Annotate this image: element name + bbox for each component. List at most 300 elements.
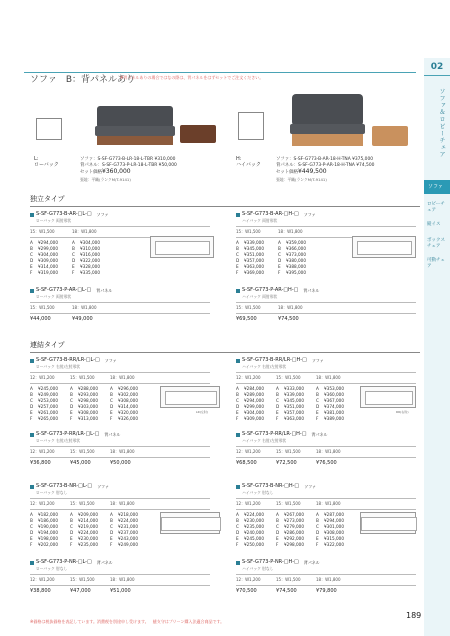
rank-letter: A [110,512,113,517]
price-cell: ¥186,000 [38,518,58,523]
size-column-header: 15：W1,500 [30,229,55,234]
size-column-header: 18：W1,800 [110,501,135,506]
price-cell: ¥308,000 [118,398,138,403]
price-cell: ¥286,000 [284,530,304,535]
rank-letter: A [30,512,33,517]
low-back-sofa-image [95,104,175,146]
price-cell: ¥230,000 [78,536,98,541]
price-cell: ¥182,000 [38,512,58,517]
panel-price: ¥79,800 [316,588,337,594]
divider [30,457,210,458]
panel-price: ¥74,500 [278,316,299,322]
rank-letter: F [72,270,75,275]
panel-price: ¥50,000 [110,460,131,466]
product-type: 背パネル [96,559,113,565]
product-code [30,212,109,217]
size-column-header: 15：W1,500 [236,229,261,234]
rank-letter: C [316,524,319,529]
price-cell: ¥243,000 [118,536,138,541]
price-cell: ¥265,000 [38,416,58,421]
price-cell: ¥369,000 [244,270,264,275]
panel-price: ¥68,500 [236,460,257,466]
price-cell: ¥351,000 [284,404,304,409]
high-back-set-price: ¥449,500 [298,168,327,175]
bullet-square-icon [236,485,240,489]
panel-price: ¥72,500 [276,460,297,466]
rank-letter: C [236,252,239,257]
rank-letter: F [70,416,73,421]
rank-letter: F [236,542,239,547]
high-back-fabric: 張地：平織(ランクM/T-9141) [276,177,327,182]
rank-letter: A [236,240,239,245]
rank-letter: F [316,416,319,421]
rank-letter: F [316,542,319,547]
product-code-text: S-SF-G773-B-NR-□H-□ [242,483,300,489]
divider [30,302,210,303]
rank-letter: D [276,530,280,535]
price-cell: ¥231,000 [118,524,138,529]
price-cell: ¥314,000 [38,264,58,269]
divider [236,302,416,303]
price-cell: ¥294,000 [244,398,264,403]
rank-letter: F [236,270,239,275]
section-title-independent: 独立タイプ [30,195,65,203]
price-cell: ¥353,000 [324,386,344,391]
size-column-header: 15：W1,500 [276,577,301,582]
rank-letter: B [110,518,113,523]
panel-price: ¥69,500 [236,316,257,322]
rank-letter: A [236,512,239,517]
price-cell: ¥308,000 [324,530,344,535]
price-cell: ¥315,000 [324,536,344,541]
product-subtitle: ハイバック 右肘/左肘形状 [242,438,287,443]
rank-letter: F [30,416,33,421]
footer-note: ※価格は税抜価格を表記しています。消費税を別途申し受けます。 縫支守はプリーン購入法適合商品です。 [30,619,225,624]
product-code [30,560,113,565]
divider [30,498,210,499]
rank-letter: D [278,258,282,263]
price-cell: ¥381,000 [324,410,344,415]
price-cell: ¥308,000 [78,410,98,415]
header-rule [24,72,416,73]
price-cell: ¥198,000 [38,536,58,541]
price-cell: ¥339,000 [244,240,264,245]
rank-letter: E [276,536,279,541]
price-cell: ¥373,000 [286,252,306,257]
product-code-text: S-SF-G773-P-AR-□L-□ [36,287,92,293]
side-item-chair[interactable]: 縦イス [427,222,441,227]
sofa-plan-diagram-nr [160,512,220,534]
rank-letter: E [316,536,319,541]
rank-letter: C [70,524,73,529]
rank-letter: E [276,410,279,415]
price-cell: ¥224,000 [78,530,98,535]
rank-letter: A [236,386,239,391]
price-cell: ¥363,000 [284,416,304,421]
product-type: 背パネル [303,559,320,565]
section-rule [30,206,420,207]
section-title-linked: 連結タイプ [30,341,65,349]
price-cell: ¥235,000 [78,542,98,547]
rank-letter: F [236,416,239,421]
product-type: 背パネル [104,431,121,437]
product-code-text: S-SF-G773-B-AR-□L-□ [36,211,92,217]
rank-letter: A [70,386,73,391]
rank-letter: C [278,252,281,257]
panel-price: ¥44,000 [30,316,51,322]
price-cell: ¥322,000 [80,258,100,263]
divider [30,313,210,314]
panel-price: ¥51,000 [110,588,131,594]
bullet-square-icon [236,289,240,293]
sofa-plan-diagram [352,236,416,258]
header-note: ※背パネルありの場合ではなの際は、背パネルをはずセットでご注文ください。 [120,75,264,80]
rank-letter: D [236,530,240,535]
rank-letter: A [316,386,319,391]
size-column-header: 18：W1,800 [278,229,303,234]
bullet-square-icon [30,433,34,437]
rank-letter: F [276,542,279,547]
rank-letter: D [110,404,114,409]
divider [236,226,416,227]
sofa-plan-diagram-lr [160,386,220,408]
product-subtitle: ハイバック 両肘形状 [242,218,278,223]
rank-letter: F [30,270,33,275]
price-cell: ¥273,000 [284,518,304,523]
price-cell: ¥279,000 [284,524,304,529]
price-cell: ¥237,000 [118,530,138,535]
rank-letter: E [30,410,33,415]
product-subtitle: ローバック 肘なし [36,566,68,571]
panel-price: ¥36,800 [30,460,51,466]
price-cell: ¥298,000 [78,398,98,403]
price-cell: ¥257,000 [38,404,58,409]
high-back-line-2: 背パネル：S-SF-G773-P-AR-18-H-TNA ¥74,500 [276,163,375,168]
light-wood-swatch [372,126,408,146]
product-subtitle: ハイバック 両肘形状 [242,294,278,299]
price-cell: ¥328,000 [80,264,100,269]
size-column-header: 18：W1,800 [316,449,341,454]
price-cell: ¥230,000 [244,518,264,523]
sofa-plan-diagram-rr [360,386,416,408]
divider [30,509,210,510]
rank-letter: E [110,536,113,541]
rank-letter: B [70,392,73,397]
price-cell: ¥261,000 [38,410,58,415]
size-column-header: 12：W1,200 [236,577,261,582]
rank-letter: B [236,392,239,397]
rank-letter: D [110,530,114,535]
bullet-square-icon [236,433,240,437]
product-code [236,358,324,363]
side-item-movable[interactable]: 可動チェア [427,258,445,269]
rank-letter: D [30,258,34,263]
rank-letter: F [110,542,113,547]
rank-letter: B [276,392,279,397]
wood-panel-swatch [180,125,216,143]
product-subtitle: ハイバック 肘なし [242,490,274,495]
divider [236,372,416,373]
rank-letter: B [30,518,33,523]
product-type: 背パネル [311,431,328,437]
rank-letter: D [30,530,34,535]
size-column-header: 15：W1,500 [70,375,95,380]
product-type: ソファ [303,211,316,217]
divider [236,574,416,575]
divider [30,383,210,384]
rank-letter: E [236,410,239,415]
product-code-text: S-SF-G773-P-RR/LR-□L-□ [36,431,100,437]
product-code [236,484,316,489]
size-column-header: 12：W1,200 [236,375,261,380]
rank-letter: B [236,518,239,523]
panel-price: ¥47,000 [70,588,91,594]
price-cell: ¥284,000 [244,386,264,391]
rank-letter: B [72,246,75,251]
high-back-set-label: セット価格 [276,170,298,175]
price-cell: ¥380,000 [286,258,306,263]
price-cell: ¥316,000 [80,252,100,257]
rank-letter: D [276,404,280,409]
divider [30,446,210,447]
rank-letter: B [316,392,319,397]
price-cell: ¥314,000 [118,404,138,409]
price-cell: ¥250,000 [244,542,264,547]
chapter-title: ソファ＆ロビーチェア [438,88,445,158]
rank-letter: B [316,518,319,523]
rank-letter: E [30,264,33,269]
product-subtitle: ハイバック 右肘/左肘形状 [242,364,287,369]
price-cell: ¥339,000 [284,392,304,397]
rank-letter: E [72,264,75,269]
price-cell: ¥319,000 [38,270,58,275]
product-code [236,212,316,217]
size-column-header: 12：W1,200 [30,501,55,506]
rank-letter: C [30,524,33,529]
price-cell: ¥253,000 [38,398,58,403]
product-subtitle: ローバック 肘なし [36,490,68,495]
size-column-header: 15：W1,500 [70,577,95,582]
divider [236,498,416,499]
divider [30,372,210,373]
product-type: ソファ [97,483,109,489]
rank-letter: F [70,542,73,547]
price-cell: ¥240,000 [244,530,264,535]
rank-letter: A [276,386,279,391]
price-cell: ¥299,000 [244,404,264,409]
chapter-number: 02 [424,58,450,76]
rank-letter: E [30,536,33,541]
size-column-header: 18：W1,800 [72,229,97,234]
price-cell: ¥303,000 [78,404,98,409]
bullet-square-icon [236,561,240,565]
price-cell: ¥304,000 [80,240,100,245]
price-cell: ¥224,000 [244,512,264,517]
bullet-square-icon [236,213,240,217]
price-cell: ¥304,000 [38,252,58,257]
size-column-header: 18：W1,800 [278,305,303,310]
product-code [30,288,112,293]
price-cell: ¥388,000 [286,264,306,269]
rank-letter: E [236,264,239,269]
product-code-text: S-SF-G773-B-NR-□L-□ [36,483,93,489]
rank-letter: A [70,512,73,517]
bullet-square-icon [236,359,240,363]
rank-letter: A [30,386,33,391]
product-type: 背パネル [96,287,113,293]
rank-letter: C [30,252,33,257]
price-cell: ¥299,000 [38,246,58,251]
bullet-square-icon [30,213,34,217]
low-back-label: L: ローバック [34,156,59,169]
rank-letter: C [236,524,239,529]
product-code [236,560,320,565]
price-cell: ¥209,000 [78,512,98,517]
divider [236,446,416,447]
price-cell: ¥359,000 [286,240,306,245]
product-code [30,358,117,363]
low-back-fabric: 張地：平織(ランクM/T-9141) [80,177,131,182]
price-cell: ¥289,000 [244,392,264,397]
price-cell: ¥320,000 [118,410,138,415]
product-code [30,484,109,489]
product-type: ソファ [311,357,324,363]
sofa-plan-diagram [150,236,214,258]
low-back-set-label: セット価格 [80,170,102,175]
product-code-text: S-SF-G773-P-AR-□H-□ [242,287,299,293]
price-cell: ¥298,000 [284,542,304,547]
product-type: ソファ [96,211,109,217]
sofa-plan-diagram-nr [360,512,416,534]
price-cell: ¥389,000 [324,416,344,421]
high-back-line-1: ソファ：S-SF-G773-B-AR-18-H-TNA ¥375,000 [276,157,374,162]
price-cell: ¥357,000 [284,410,304,415]
rank-letter: F [278,270,281,275]
bullet-square-icon [30,561,34,565]
rank-letter: D [70,404,74,409]
price-cell: ¥235,000 [244,524,264,529]
panel-price: ¥45,000 [70,460,91,466]
low-back-line-2: 背パネル：S-SF-G773-P-LR-18-L-TBR ¥50,000 [80,163,177,168]
size-column-header: 15：W1,500 [70,501,95,506]
bullet-square-icon [30,485,34,489]
panel-price: ¥38,800 [30,588,51,594]
diagram-label-rr: RR(右肘) [396,410,409,414]
rank-letter: B [30,246,33,251]
price-cell: ¥345,000 [284,398,304,403]
price-cell: ¥374,000 [324,404,344,409]
price-cell: ¥351,000 [244,252,264,257]
product-code-text: S-SF-G773-P-RR/LR-□H-□ [242,431,307,437]
low-back-set-price: ¥360,000 [102,168,131,175]
rank-letter: D [30,404,34,409]
product-code-text: S-SF-G773-P-NR-□L-□ [36,559,92,565]
price-cell: ¥202,000 [38,542,58,547]
size-column-header: 15：W1,500 [30,305,55,310]
divider [30,585,210,586]
price-cell: ¥366,000 [286,246,306,251]
price-cell: ¥294,000 [38,240,58,245]
price-cell: ¥322,000 [324,542,344,547]
price-cell: ¥310,000 [80,246,100,251]
product-subtitle: ローバック 右肘/左肘形状 [36,438,81,443]
price-cell: ¥287,000 [324,512,344,517]
price-cell: ¥292,000 [284,536,304,541]
rank-letter: F [276,416,279,421]
rank-letter: D [236,258,240,263]
rank-letter: C [316,398,319,403]
price-cell: ¥326,000 [118,416,138,421]
diagram-label-lr: LR(左肘) [196,410,209,414]
panel-price: ¥49,000 [72,316,93,322]
price-cell: ¥357,000 [244,258,264,263]
page-title: ソファ B：背パネルあり [30,75,135,85]
size-column-header: 18：W1,800 [110,577,135,582]
rank-letter: C [30,398,33,403]
price-cell: ¥245,000 [244,536,264,541]
product-subtitle: ローバック 両肘形状 [36,294,72,299]
rank-letter: C [276,524,279,529]
price-cell: ¥302,000 [118,392,138,397]
size-column-header: 12：W1,200 [236,501,261,506]
size-column-header: 15：W1,500 [276,501,301,506]
product-code [30,432,120,437]
rank-letter: A [316,512,319,517]
price-cell: ¥224,000 [118,518,138,523]
price-cell: ¥190,000 [38,524,58,529]
product-code [236,288,319,293]
rank-letter: A [110,386,113,391]
rank-letter: E [110,410,113,415]
size-column-header: 15：W1,500 [236,305,261,310]
size-column-header: 12：W1,200 [30,577,55,582]
product-code-text: S-SF-G773-P-NR-□H-□ [242,559,299,565]
page-number: 189 [406,611,422,620]
low-back-dimension-icon [36,118,62,140]
price-cell: ¥313,000 [78,416,98,421]
rank-letter: D [72,258,76,263]
price-cell: ¥294,000 [324,518,344,523]
rank-letter: C [70,398,73,403]
product-type: 背パネル [303,287,320,293]
side-item-lobby[interactable]: ロビーチェア [427,202,445,213]
rank-letter: E [70,410,73,415]
product-type: ソファ [304,483,317,489]
high-back-sofa-image [290,92,365,147]
rank-letter: F [30,542,33,547]
size-column-header: 12：W1,200 [30,449,55,454]
rank-letter: C [236,398,239,403]
rank-letter: C [276,398,279,403]
rank-letter: A [30,240,33,245]
size-column-header: 12：W1,200 [30,375,55,380]
rank-letter: E [236,536,239,541]
rank-letter: B [110,392,113,397]
price-cell: ¥267,000 [284,512,304,517]
price-cell: ¥360,000 [324,392,344,397]
side-item-box[interactable]: ボックスチェア [427,238,445,249]
rank-letter: B [276,518,279,523]
rank-letter: E [70,536,73,541]
side-item-sofa[interactable]: ソファ [424,180,450,194]
rank-letter: A [276,512,279,517]
price-cell: ¥293,000 [78,392,98,397]
divider [236,383,416,384]
price-cell: ¥309,000 [38,258,58,263]
price-cell: ¥219,000 [78,524,98,529]
price-cell: ¥245,000 [38,386,58,391]
product-code [236,432,327,437]
